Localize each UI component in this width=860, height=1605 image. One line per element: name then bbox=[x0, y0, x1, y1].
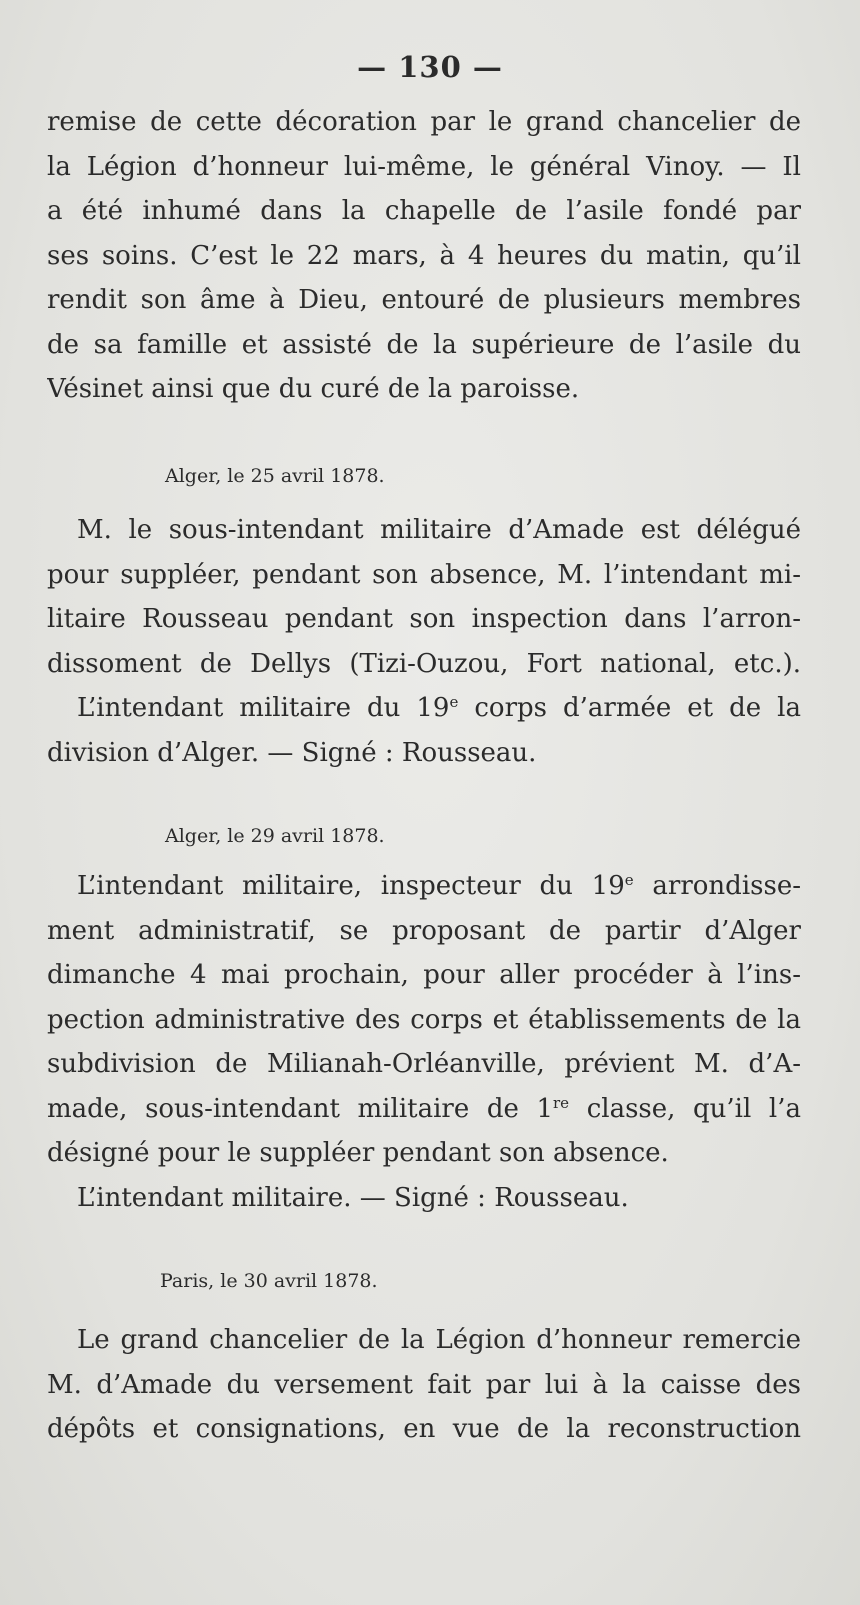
text-line: rendit son âme à Dieu, entouré de plusieurs membres bbox=[47, 285, 801, 315]
text-line: Vésinet ainsi que du curé de la paroisse. bbox=[47, 374, 580, 404]
text-line: désigné pour le suppléer pendant son absence. bbox=[47, 1138, 669, 1168]
text-line: ses soins. C’est le 22 mars, à 4 heures du matin, qu’il bbox=[47, 240, 801, 271]
text-line: remise de cette décoration par le grand chancelier de bbox=[47, 107, 801, 137]
text-line: Le grand chancelier de la Légion d’honneur remercie bbox=[77, 1325, 801, 1355]
text-line: made, sous-intendant militaire de 1re classe, qu’il l’a bbox=[47, 1093, 801, 1124]
paragraph-continued bbox=[47, 100, 801, 412]
entry-body bbox=[47, 1318, 801, 1452]
page-number: — 130 — bbox=[357, 50, 503, 84]
text-line: M. d’Amade du versement fait par lui à la caisse des bbox=[47, 1369, 801, 1400]
entry-date: Paris, le 30 avril 1878. bbox=[160, 1270, 378, 1292]
text-line: litaire Rousseau pendant son inspection dans l’arron- bbox=[47, 604, 801, 634]
entry-date: Alger, le 29 avril 1878. bbox=[165, 825, 385, 847]
text-line: dissoment de Dellys (Tizi-Ouzou, Fort national, etc.). bbox=[47, 648, 801, 679]
text-line: dépôts et consignations, en vue de la reconstruction bbox=[47, 1414, 801, 1444]
text-line: subdivision de Milianah-Orléanville, prévient M. d’A- bbox=[47, 1049, 801, 1079]
text-line: dimanche 4 mai prochain, pour aller procéder à l’ins- bbox=[47, 960, 801, 990]
text-line: pection administrative des corps et établissements de la bbox=[47, 1004, 801, 1035]
text-line: ment administratif, se proposant de partir d’Alger bbox=[47, 915, 801, 946]
signature-line: L’intendant militaire du 19e corps d’armée et de la bbox=[77, 693, 801, 723]
signature-line: L’intendant militaire. — Signé : Rousseau. bbox=[77, 1182, 629, 1213]
signature-line: division d’Alger. — Signé : Rousseau. bbox=[47, 737, 537, 768]
text-line: la Légion d’honneur lui-même, le général Vinoy. — Il bbox=[47, 151, 801, 182]
entry-date: Alger, le 25 avril 1878. bbox=[165, 465, 385, 487]
text-line: L’intendant militaire, inspecteur du 19e arrondisse- bbox=[77, 871, 801, 901]
entry-body bbox=[47, 864, 801, 1220]
text-line: de sa famille et assisté de la supérieure de l’asile du bbox=[47, 329, 801, 360]
text-line: a été inhumé dans la chapelle de l’asile fondé par bbox=[47, 196, 801, 226]
text-line: pour suppléer, pendant son absence, M. l’intendant mi- bbox=[47, 559, 801, 590]
entry-body bbox=[47, 508, 801, 775]
text-line: M. le sous-intendant militaire d’Amade est délégué bbox=[77, 515, 801, 545]
